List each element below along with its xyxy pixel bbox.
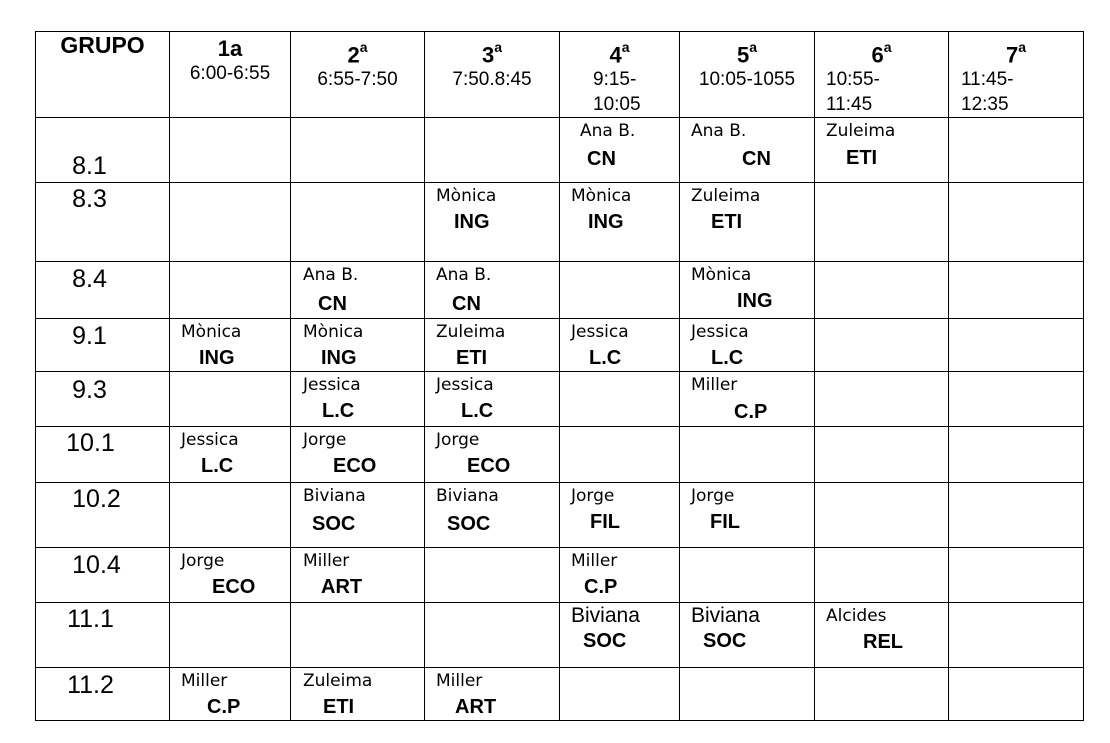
- schedule-cell: [680, 118, 815, 183]
- table-row: [36, 262, 1084, 319]
- teacher-name: Ana B.: [580, 121, 636, 142]
- schedule-cell: [291, 427, 425, 483]
- group-label: 8.4: [72, 265, 107, 294]
- teacher-name: Biviana: [691, 604, 760, 628]
- period-header-7: [949, 32, 1084, 118]
- subject-code: L.C: [322, 400, 355, 423]
- schedule-cell: [291, 603, 425, 668]
- group-label: 9.1: [72, 322, 107, 351]
- group-label: 9.3: [72, 376, 107, 405]
- teacher-name: Zuleima: [691, 186, 761, 207]
- period-header-1: [170, 32, 291, 118]
- schedule-cell: [291, 183, 425, 262]
- group-cell: [36, 118, 170, 183]
- subject-code: SOC: [583, 630, 627, 653]
- schedule-cell: [815, 372, 949, 427]
- period-sup: a: [621, 39, 630, 55]
- group-cell: [36, 372, 170, 427]
- subject-code: SOC: [312, 513, 356, 536]
- schedule-cell: [949, 262, 1084, 319]
- table-row: [36, 372, 1084, 427]
- teacher-name: Jorge: [436, 430, 480, 451]
- subject-code: ETI: [711, 211, 743, 234]
- period-time-end: 12:35: [961, 94, 1009, 116]
- subject-code: CN: [452, 293, 481, 316]
- schedule-cell: [949, 183, 1084, 262]
- table-row: [36, 483, 1084, 548]
- schedule-cell: [170, 262, 291, 319]
- subject-code: CN: [587, 148, 616, 171]
- schedule-cell: [949, 548, 1084, 603]
- group-cell: [36, 548, 170, 603]
- schedule-cell: [425, 668, 560, 721]
- schedule-cell: [170, 603, 291, 668]
- schedule-cell: [815, 668, 949, 721]
- schedule-cell: [291, 319, 425, 372]
- schedule-body: [36, 118, 1084, 721]
- schedule-table: [35, 31, 1084, 721]
- group-label: 8.3: [72, 185, 107, 214]
- teacher-name: Mònica: [691, 265, 752, 286]
- schedule-cell: [291, 668, 425, 721]
- schedule-cell: [291, 372, 425, 427]
- schedule-cell: [815, 319, 949, 372]
- schedule-cell: [949, 372, 1084, 427]
- period-time: 6:00-6:55: [189, 63, 271, 84]
- schedule-cell: [291, 262, 425, 319]
- period-sup: a: [749, 39, 758, 55]
- group-label: 8.1: [72, 152, 107, 181]
- subject-code: REL: [863, 631, 903, 654]
- schedule-cell: [560, 372, 680, 427]
- period-time: 6:55-7:50: [317, 69, 398, 91]
- schedule-cell: [815, 183, 949, 262]
- group-label: 10.4: [72, 551, 121, 580]
- schedule-cell: [815, 548, 949, 603]
- period-header-4: [560, 32, 680, 118]
- schedule-cell: [425, 548, 560, 603]
- subject-code: ETI: [846, 147, 878, 170]
- teacher-name: Zuleima: [303, 671, 373, 692]
- teacher-name: Miller: [303, 551, 350, 572]
- teacher-name: Ana B.: [303, 265, 359, 286]
- schedule-cell: [291, 483, 425, 548]
- teacher-name: Mònica: [303, 322, 364, 343]
- period-sup: a: [1018, 39, 1027, 55]
- period-sup: a: [359, 39, 368, 55]
- schedule-cell: [170, 372, 291, 427]
- subject-code: L.C: [461, 400, 494, 423]
- schedule-cell: [949, 668, 1084, 721]
- teacher-name: Ana B.: [436, 265, 492, 286]
- teacher-name: Biviana: [303, 486, 366, 507]
- teacher-name: Jessica: [303, 375, 361, 396]
- subject-code: ART: [455, 696, 497, 719]
- schedule-cell: [815, 603, 949, 668]
- period-sup: a: [494, 39, 503, 55]
- subject-code: SOC: [703, 630, 747, 653]
- teacher-name: Jorge: [571, 486, 615, 507]
- schedule-cell: [560, 319, 680, 372]
- group-cell: [36, 319, 170, 372]
- schedule-cell: [680, 483, 815, 548]
- subject-code: C.P: [734, 401, 768, 424]
- schedule-cell: [170, 548, 291, 603]
- period-time: 7:50.8:45: [452, 69, 532, 91]
- subject-code: ING: [737, 290, 773, 313]
- period-time-start: 11:45-: [961, 69, 1014, 91]
- schedule-cell: [560, 603, 680, 668]
- group-label: 11.1: [67, 605, 114, 634]
- table-row: [36, 603, 1084, 668]
- schedule-cell: [560, 262, 680, 319]
- schedule-cell: [425, 262, 560, 319]
- period-header-2: [291, 32, 425, 118]
- teacher-name: Jessica: [436, 375, 494, 396]
- teacher-name: Jessica: [691, 322, 749, 343]
- subject-code: ETI: [323, 696, 355, 719]
- schedule-cell: [560, 668, 680, 721]
- schedule-cell: [425, 603, 560, 668]
- table-row: [36, 118, 1084, 183]
- schedule-cell: [560, 483, 680, 548]
- subject-code: C.P: [584, 576, 618, 599]
- period-header-6: [815, 32, 949, 118]
- schedule-cell: [949, 118, 1084, 183]
- group-cell: [36, 668, 170, 721]
- teacher-name: Zuleima: [826, 121, 896, 142]
- group-label: 10.1: [66, 429, 115, 458]
- subject-code: ETI: [456, 347, 488, 370]
- schedule-cell: [680, 372, 815, 427]
- teacher-name: Biviana: [571, 604, 640, 628]
- schedule-cell: [680, 603, 815, 668]
- group-cell: [36, 262, 170, 319]
- period-time-end: 10:05: [593, 94, 641, 116]
- schedule-cell: [560, 548, 680, 603]
- schedule-cell: [949, 319, 1084, 372]
- teacher-name: Jessica: [181, 430, 239, 451]
- subject-code: L.C: [711, 347, 744, 370]
- subject-code: CN: [318, 293, 347, 316]
- teacher-name: Zuleima: [436, 322, 506, 343]
- period-label: 7: [1005, 42, 1019, 68]
- schedule-cell: [680, 668, 815, 721]
- schedule-cell: [815, 427, 949, 483]
- group-header: GRUPO: [36, 32, 170, 118]
- period-label: 2: [347, 42, 360, 68]
- schedule-cell: [560, 118, 680, 183]
- subject-code: ECO: [212, 576, 256, 599]
- teacher-name: Miller: [181, 671, 228, 692]
- schedule-cell: [560, 427, 680, 483]
- subject-code: FIL: [710, 511, 740, 534]
- period-time: 10:05-1055: [698, 69, 796, 91]
- period-sup: a: [883, 39, 892, 55]
- schedule-cell: [170, 483, 291, 548]
- schedule-cell: [680, 427, 815, 483]
- teacher-name: Mònica: [181, 322, 242, 343]
- schedule-cell: [680, 183, 815, 262]
- period-label: 1a: [217, 36, 243, 61]
- schedule-cell: [949, 427, 1084, 483]
- schedule-cell: [680, 319, 815, 372]
- schedule-cell: [170, 118, 291, 183]
- schedule-cell: [425, 427, 560, 483]
- schedule-cell: [425, 372, 560, 427]
- teacher-name: Jorge: [691, 486, 735, 507]
- period-label: 4: [609, 42, 622, 68]
- subject-code: CN: [742, 148, 771, 171]
- subject-code: FIL: [590, 511, 620, 534]
- period-label: 5: [736, 42, 750, 68]
- group-cell: [36, 183, 170, 262]
- teacher-name: Jorge: [303, 430, 347, 451]
- subject-code: ING: [199, 347, 235, 370]
- subject-code: ING: [588, 211, 624, 234]
- period-header-5: [680, 32, 815, 118]
- period-time-start: 10:55-: [826, 69, 880, 91]
- period-time-start: 9:15-: [593, 69, 637, 91]
- subject-code: ECO: [467, 455, 511, 478]
- schedule-cell: [291, 548, 425, 603]
- group-cell: [36, 427, 170, 483]
- schedule-cell: [291, 118, 425, 183]
- group-cell: [36, 603, 170, 668]
- schedule-cell: [170, 183, 291, 262]
- teacher-name: Miller: [691, 375, 738, 396]
- subject-code: SOC: [447, 513, 491, 536]
- schedule-cell: [949, 483, 1084, 548]
- header-row: [36, 32, 1084, 118]
- teacher-name: Mònica: [436, 186, 497, 207]
- table-row: [36, 548, 1084, 603]
- schedule-cell: [425, 483, 560, 548]
- subject-code: ING: [321, 347, 357, 370]
- teacher-name: Miller: [436, 671, 483, 692]
- teacher-name: Alcides: [826, 606, 887, 627]
- teacher-name: Jorge: [181, 551, 225, 572]
- table-row: [36, 319, 1084, 372]
- table-row: [36, 427, 1084, 483]
- period-label: 6: [871, 42, 884, 68]
- schedule-cell: [815, 118, 949, 183]
- teacher-name: Ana B.: [691, 121, 747, 142]
- subject-code: L.C: [201, 455, 234, 478]
- schedule-cell: [425, 183, 560, 262]
- subject-code: ECO: [333, 455, 377, 478]
- subject-code: L.C: [589, 347, 622, 370]
- group-label: 10.2: [72, 485, 121, 514]
- period-time-end: 11:45: [826, 94, 873, 116]
- subject-code: C.P: [207, 696, 241, 719]
- schedule-cell: [170, 668, 291, 721]
- teacher-name: Miller: [571, 551, 618, 572]
- schedule-cell: [425, 319, 560, 372]
- teacher-name: Mònica: [571, 186, 632, 207]
- schedule-cell: [680, 262, 815, 319]
- schedule-cell: [815, 483, 949, 548]
- subject-code: ING: [454, 211, 490, 234]
- group-cell: [36, 483, 170, 548]
- schedule-cell: [425, 118, 560, 183]
- teacher-name: Jessica: [571, 322, 629, 343]
- subject-code: ART: [321, 576, 363, 599]
- schedule-cell: [680, 548, 815, 603]
- period-label: 3: [481, 42, 495, 68]
- group-label: 11.2: [67, 671, 114, 700]
- schedule-cell: [815, 262, 949, 319]
- schedule-cell: [170, 319, 291, 372]
- period-header-3: [425, 32, 560, 118]
- table-row: [36, 183, 1084, 262]
- schedule-cell: [170, 427, 291, 483]
- teacher-name: Biviana: [436, 486, 499, 507]
- schedule-cell: [560, 183, 680, 262]
- schedule-cell: [949, 603, 1084, 668]
- table-row: [36, 668, 1084, 721]
